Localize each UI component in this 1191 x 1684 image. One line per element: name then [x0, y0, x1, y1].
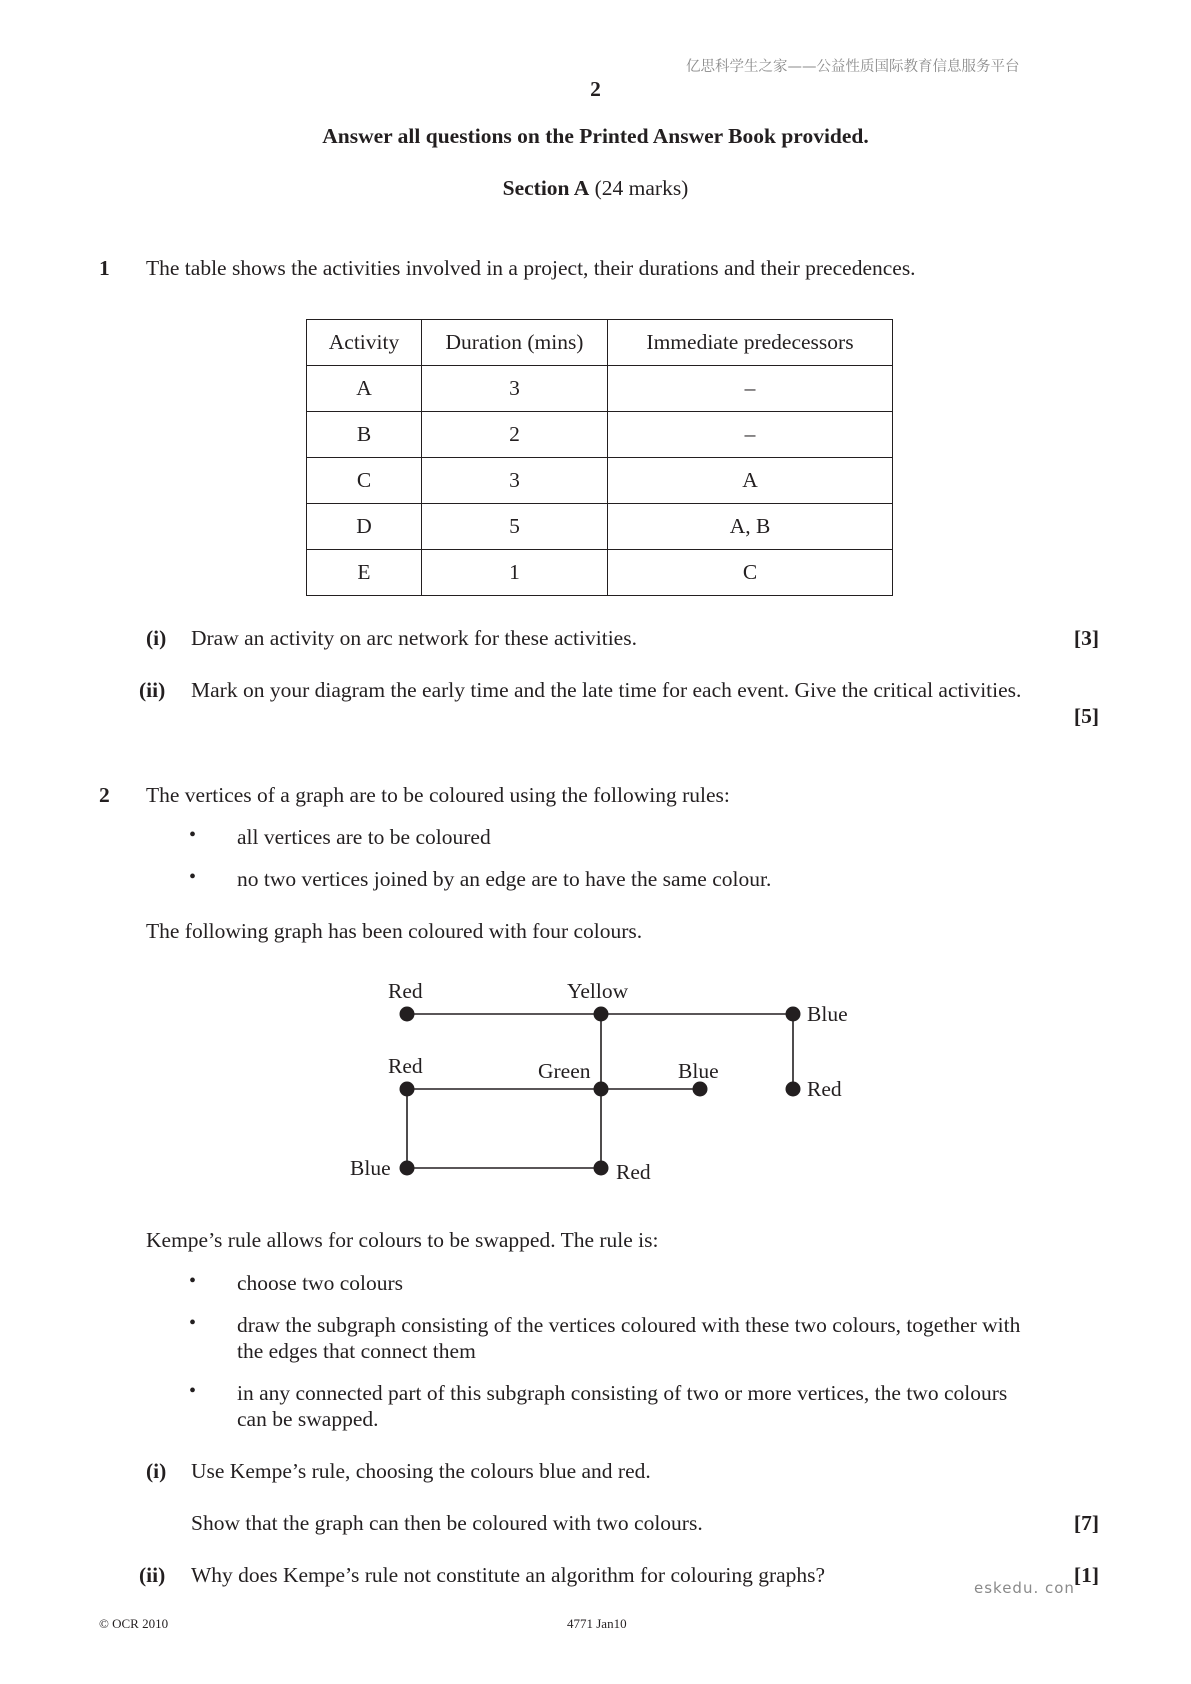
- table-cell: C: [608, 550, 893, 596]
- q2-rule: no two vertices joined by an edge are to have the same colour.: [237, 867, 772, 891]
- bullet: •: [189, 1312, 197, 1334]
- graph-vertex: [594, 1082, 609, 1097]
- instruction-heading: Answer all questions on the Printed Answer Book provided.: [322, 124, 869, 148]
- table-header: Immediate predecessors: [608, 320, 893, 366]
- table-cell: 3: [422, 366, 608, 412]
- vertex-label: Blue: [350, 1156, 391, 1180]
- bullet: •: [189, 1270, 197, 1292]
- watermark-top: 亿思科学生之家——公益性质国际教育信息服务平台: [686, 59, 1020, 75]
- q1-intro: The table shows the activities involved in a project, their durations and their precedences.: [146, 256, 916, 280]
- graph-vertex: [400, 1007, 415, 1022]
- bullet: •: [189, 866, 197, 888]
- graph-vertex: [786, 1082, 801, 1097]
- q2-part-i-label: (i): [146, 1459, 167, 1483]
- vertex-label: Yellow: [567, 979, 629, 1003]
- table-cell: 1: [422, 550, 608, 596]
- q1-part-ii-marks: [5]: [1073, 704, 1099, 728]
- q2-part-i-marks: [7]: [1073, 1511, 1099, 1535]
- kempe-rule: in any connected part of this subgraph consisting of two or more vertices, the two colours: [237, 1381, 1008, 1405]
- footer-code: 4771 Jan10: [567, 1616, 627, 1631]
- table-cell: 2: [422, 412, 608, 458]
- bullet: •: [189, 1380, 197, 1402]
- q1-part-i-marks: [3]: [1073, 626, 1099, 650]
- watermark-bottom: eskedu. con: [974, 1579, 1075, 1597]
- footer-copyright: © OCR 2010: [99, 1616, 169, 1631]
- q2-part-ii-marks: [1]: [1073, 1563, 1099, 1587]
- graph-vertex: [400, 1082, 415, 1097]
- section-title: Section A: [502, 176, 590, 200]
- vertex-label: Red: [388, 979, 423, 1003]
- q2-graph-intro: The following graph has been coloured with four colours.: [146, 919, 643, 943]
- table-header: Activity: [307, 320, 422, 366]
- q2-number: 2: [99, 783, 110, 807]
- table-cell: E: [307, 550, 422, 596]
- section-marks: (24 marks): [594, 176, 689, 200]
- q1-part-ii-label: (ii): [139, 678, 166, 702]
- table-cell: C: [307, 458, 422, 504]
- graph-vertex: [594, 1161, 609, 1176]
- vertex-label: Red: [388, 1054, 423, 1078]
- q2-intro: The vertices of a graph are to be coloured using the following rules:: [146, 783, 730, 807]
- page-number: 2: [590, 77, 601, 101]
- kempe-rule: draw the subgraph consisting of the vertices coloured with these two colours, together with: [237, 1313, 1021, 1337]
- table-header: Duration (mins): [422, 320, 608, 366]
- kempe-rule: choose two colours: [237, 1271, 403, 1295]
- q2-part-ii-label: (ii): [139, 1563, 166, 1587]
- table-cell: D: [307, 504, 422, 550]
- bullet: •: [189, 824, 197, 846]
- graph-vertex: [594, 1007, 609, 1022]
- graph-vertex: [786, 1007, 801, 1022]
- vertex-label: Red: [807, 1077, 842, 1101]
- table-cell: B: [307, 412, 422, 458]
- table-cell: A: [608, 458, 893, 504]
- q2-rule: all vertices are to be coloured: [237, 825, 491, 849]
- table-cell: 5: [422, 504, 608, 550]
- q1-number: 1: [99, 256, 110, 280]
- kempe-rule-cont: can be swapped.: [237, 1407, 379, 1431]
- vertex-label: Green: [538, 1059, 591, 1083]
- q1-part-i-text: Draw an activity on arc network for these activities.: [191, 626, 637, 650]
- q1-part-ii-text: Mark on your diagram the early time and the late time for each event. Give the critical activities.: [191, 678, 1022, 702]
- kempe-intro: Kempe’s rule allows for colours to be swapped. The rule is:: [146, 1228, 659, 1252]
- q2-part-i-text: Use Kempe’s rule, choosing the colours blue and red.: [191, 1459, 651, 1483]
- q2-part-ii-text: Why does Kempe’s rule not constitute an algorithm for colouring graphs?: [191, 1563, 826, 1587]
- vertex-label: Blue: [678, 1059, 719, 1083]
- table-cell: 3: [422, 458, 608, 504]
- vertex-label: Red: [616, 1160, 651, 1184]
- q1-part-i-label: (i): [146, 626, 167, 650]
- q2-part-i-text2: Show that the graph can then be coloured with two colours.: [191, 1511, 703, 1535]
- table-cell: A, B: [608, 504, 893, 550]
- graph-vertex: [400, 1161, 415, 1176]
- table-cell: –: [608, 366, 893, 412]
- table-cell: –: [608, 412, 893, 458]
- vertex-label: Blue: [807, 1002, 848, 1026]
- kempe-rule-cont: the edges that connect them: [237, 1339, 476, 1363]
- table-cell: A: [307, 366, 422, 412]
